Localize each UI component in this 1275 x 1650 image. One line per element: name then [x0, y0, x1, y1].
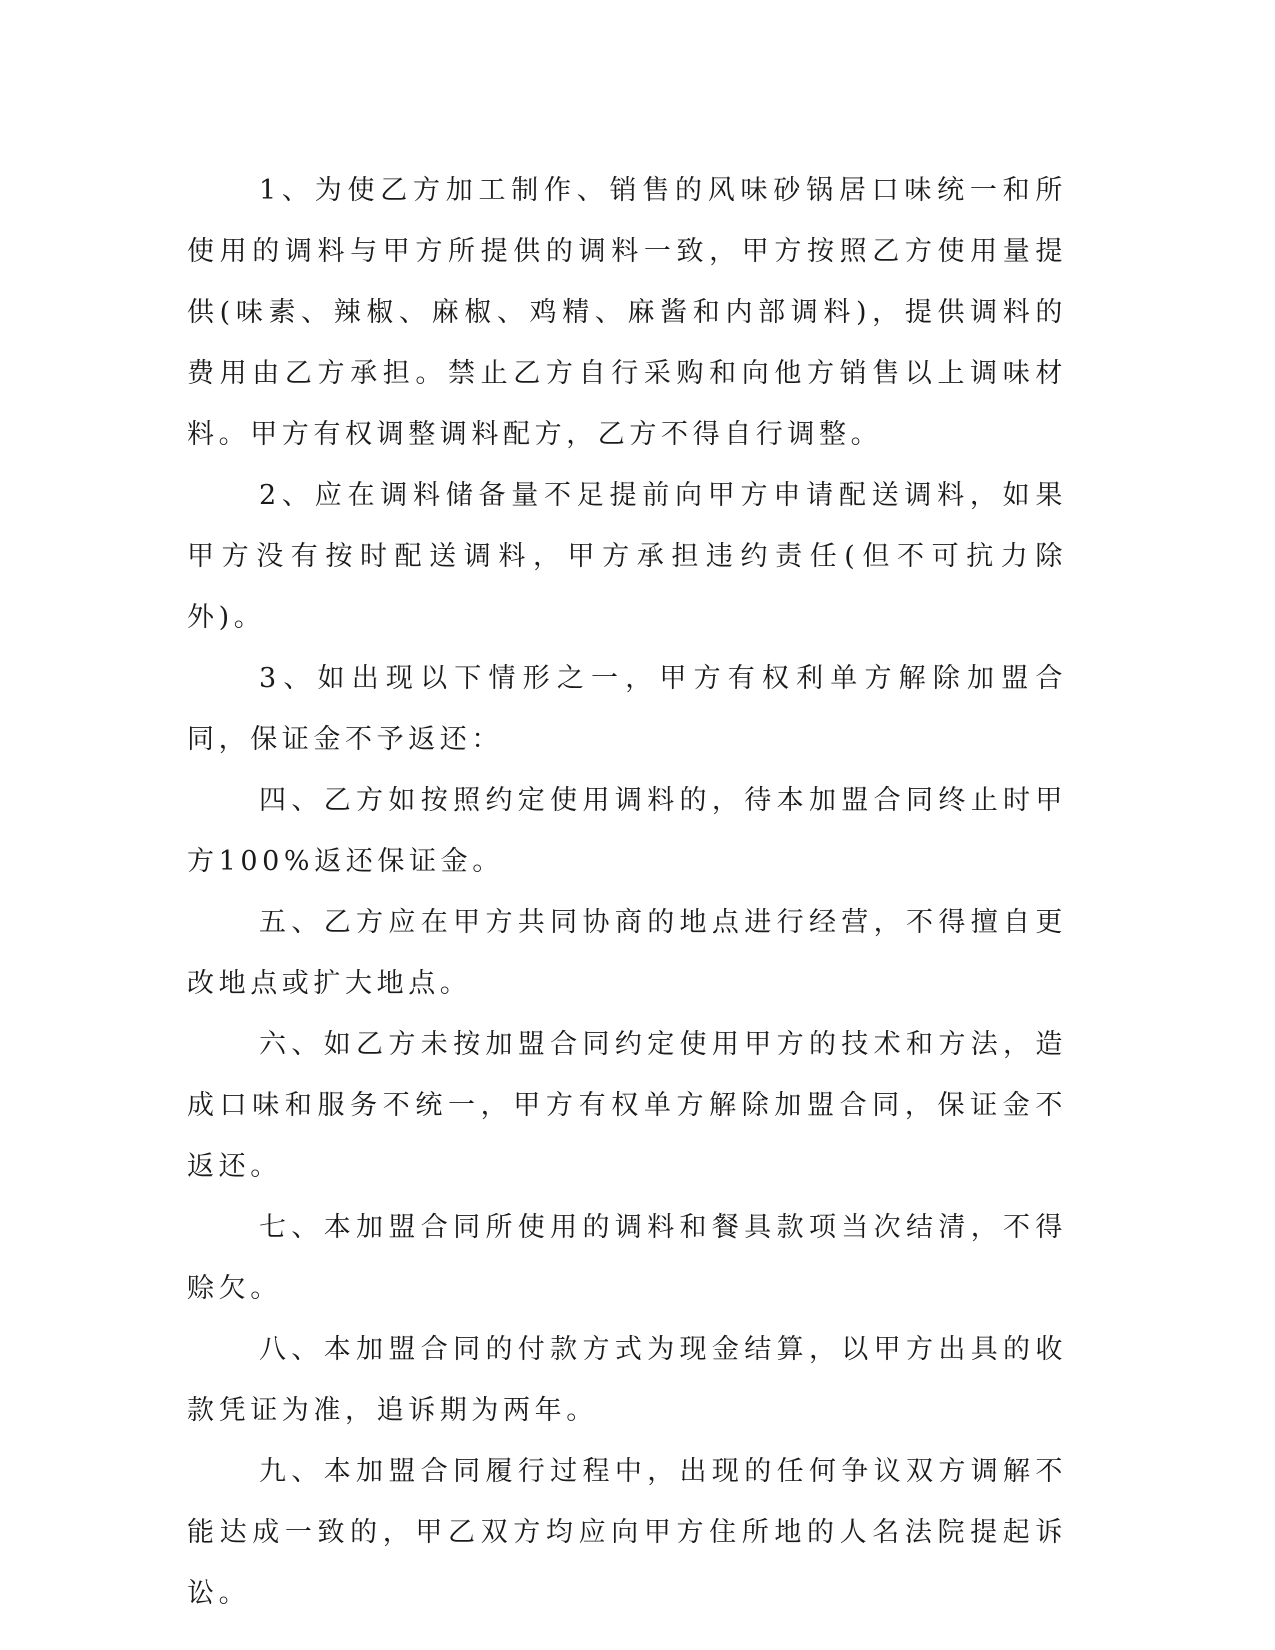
contract-body: [187, 160, 1067, 1624]
paragraph-9: 九、本加盟合同履行过程中，出现的任何争议双方调解不能达成一致的，甲乙双方均应向甲方住所地的人名法院提起诉讼。: [187, 1456, 1067, 1609]
paragraph-2: 2、应在调料储备量不足提前向甲方申请配送调料，如果甲方没有按时配送调料，甲方承担违约责任(但不可抗力除外)。: [187, 480, 1067, 633]
paragraph-6: 六、如乙方未按加盟合同约定使用甲方的技术和方法，造成口味和服务不统一，甲方有权单方解除加盟合同，保证金不返还。: [187, 1029, 1067, 1182]
paragraph-1: 1、为使乙方加工制作、销售的风味砂锅居口味统一和所使用的调料与甲方所提供的调料一致，甲方按照乙方使用量提供(味素、辣椒、麻椒、鸡精、麻酱和内部调料)，提供调料的费用由乙方承担。禁止乙方自行采购和向他方销售以上调味材料。甲方有权调整调料配方，乙方不得自行调整。: [187, 175, 1067, 450]
paragraph-3: 3、如出现以下情形之一，甲方有权利单方解除加盟合同，保证金不予返还：: [187, 663, 1067, 755]
paragraph-8: 八、本加盟合同的付款方式为现金结算，以甲方出具的收款凭证为准，追诉期为两年。: [187, 1334, 1067, 1426]
paragraph-5: 五、乙方应在甲方共同协商的地点进行经营，不得擅自更改地点或扩大地点。: [187, 907, 1067, 999]
paragraph-7: 七、本加盟合同所使用的调料和餐具款项当次结清，不得赊欠。: [187, 1212, 1067, 1304]
paragraph-4: 四、乙方如按照约定使用调料的，待本加盟合同终止时甲方100%返还保证金。: [187, 785, 1067, 877]
